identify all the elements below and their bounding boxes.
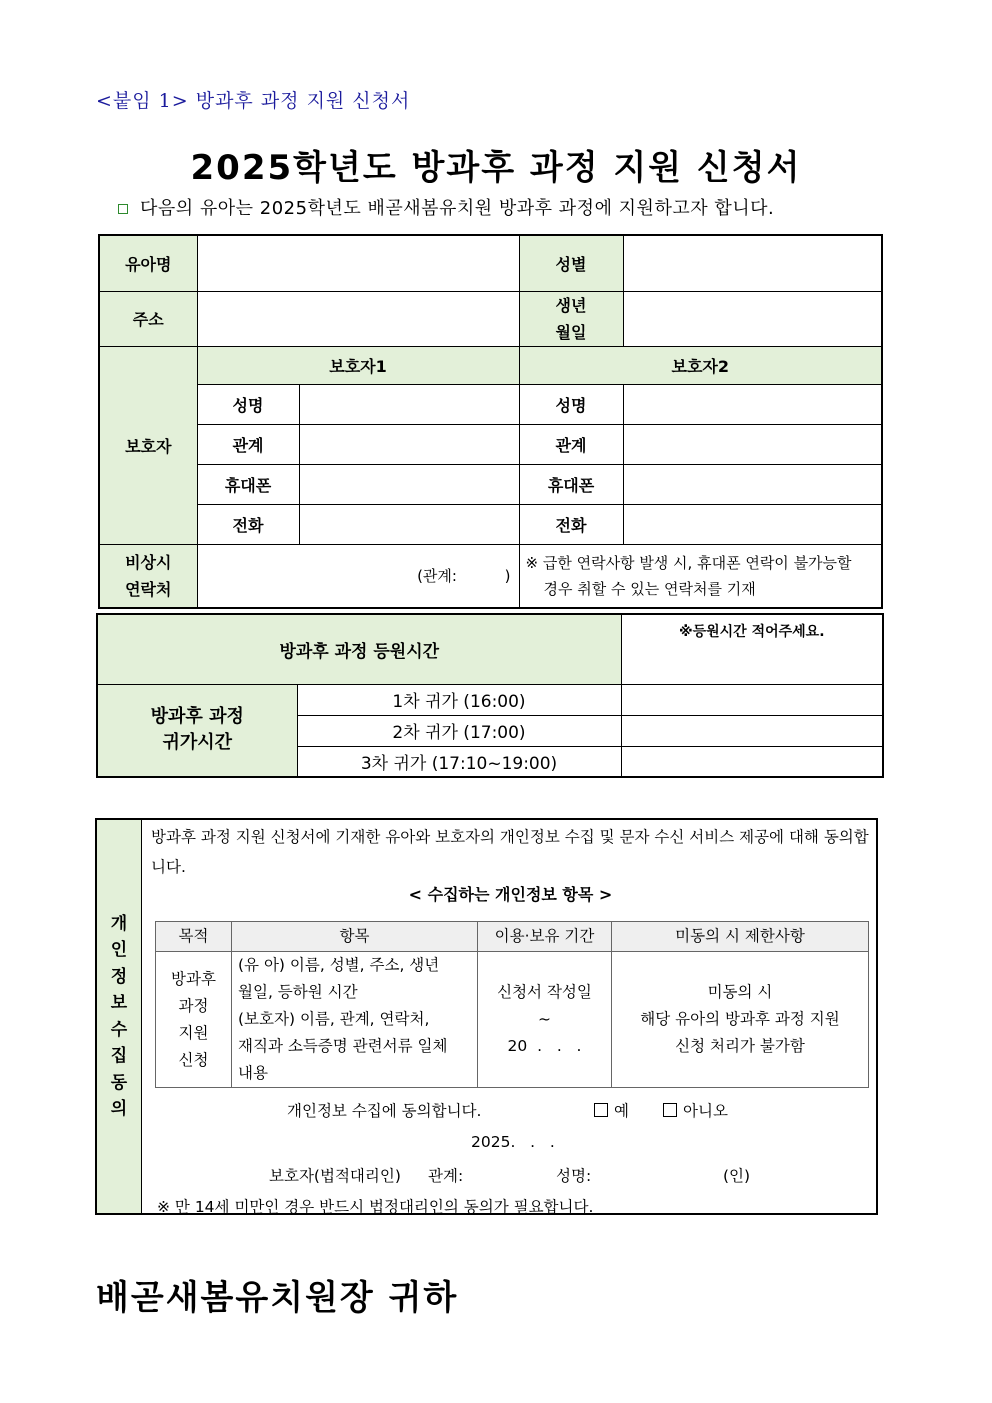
guardian1-header: 보호자1 xyxy=(197,346,519,384)
guardian1-name-label: 성명 xyxy=(197,384,299,424)
departure-slot-3: 3차 귀가 (17:10~19:00) xyxy=(297,746,621,777)
birth-label-line2: 월일 xyxy=(555,322,587,342)
emergency-note-line2: 경우 취할 수 있는 연락처를 기재 xyxy=(543,579,756,598)
restriction-line: 미동의 시 xyxy=(707,983,773,1001)
purpose-cell xyxy=(156,952,232,1088)
consent-footnote: ※ 만 14세 미만인 경우 반드시 법정대리인의 동의가 필요합니다. xyxy=(157,1198,594,1216)
consent-side-char: 보 xyxy=(110,993,128,1013)
emergency-label xyxy=(99,544,197,608)
departure-label-line1: 방과후 과정 xyxy=(150,706,244,728)
items-cell xyxy=(232,952,478,1088)
applicant-table xyxy=(98,234,883,609)
relation-sign-label: 관계: xyxy=(428,1167,464,1185)
gender-field[interactable] xyxy=(623,235,882,291)
guardian1-mobile-label: 휴대폰 xyxy=(197,464,299,504)
agree-text: 개인정보 수집에 동의합니다. xyxy=(287,1102,482,1120)
consent-side-char: 개 xyxy=(110,913,128,934)
guardian2-phone-label: 전화 xyxy=(519,504,623,544)
guardian2-relation-field[interactable] xyxy=(623,424,882,464)
period-cell xyxy=(478,952,612,1088)
period-header: 이용·보유 기간 xyxy=(478,922,612,952)
address-label: 주소 xyxy=(99,291,197,346)
guardian1-mobile-field[interactable] xyxy=(299,464,519,504)
period-line: 20 . . . xyxy=(507,1037,582,1055)
emergency-label-line1: 비상시 xyxy=(125,552,172,572)
birth-label xyxy=(519,291,623,346)
yes-checkbox[interactable] xyxy=(594,1103,608,1117)
agree-no-option[interactable] xyxy=(663,1099,728,1121)
period-line: ~ xyxy=(538,1010,551,1028)
guardian2-mobile-field[interactable] xyxy=(623,464,882,504)
arrival-time-note: ※등원시간 적어주세요. xyxy=(679,624,825,640)
guardian1-relation-label: 관계 xyxy=(197,424,299,464)
guardian2-relation-label: 관계 xyxy=(519,424,623,464)
consent-side-char: 수 xyxy=(110,1019,128,1040)
departure-slot-2: 2차 귀가 (17:00) xyxy=(297,715,621,746)
consent-side-label xyxy=(97,820,142,1213)
square-bullet-icon xyxy=(118,204,128,214)
emergency-note xyxy=(519,544,882,608)
addressee: 배곧새봄유치원장 귀하 xyxy=(96,1278,459,1318)
items-line: 내용 xyxy=(238,1064,268,1082)
child-name-field[interactable] xyxy=(197,235,519,291)
emergency-label-line2: 연락처 xyxy=(125,579,172,599)
agree-yes-label: 예 xyxy=(614,1102,629,1120)
restriction-cell xyxy=(612,952,869,1088)
gender-label: 성별 xyxy=(519,235,623,291)
name-sign-label: 성명: xyxy=(556,1167,592,1185)
agree-yes-option[interactable] xyxy=(594,1099,629,1121)
time-table xyxy=(96,613,884,778)
departure-slot-1: 1차 귀가 (16:00) xyxy=(297,684,621,715)
consent-side-char: 의 xyxy=(110,1099,128,1119)
guardian1-relation-field[interactable] xyxy=(299,424,519,464)
guardian-label: 보호자 xyxy=(99,346,197,544)
guardian2-header: 보호자2 xyxy=(519,346,882,384)
guardian2-phone-field[interactable] xyxy=(623,504,882,544)
no-checkbox[interactable] xyxy=(663,1103,677,1117)
purpose-line: 신청 xyxy=(178,1050,209,1069)
departure-label-line2: 귀가시간 xyxy=(162,732,233,754)
birth-label-line1: 생년 xyxy=(555,295,587,315)
consent-section xyxy=(95,818,878,1215)
items-line: (보호자) 이름, 관계, 연락처, xyxy=(238,1010,430,1028)
emergency-relation-text: (관계: ) xyxy=(417,567,511,586)
arrival-time-label: 방과후 과정 등원시간 xyxy=(97,614,621,684)
items-header: 항목 xyxy=(232,922,478,952)
child-name-label: 유아명 xyxy=(99,235,197,291)
agree-no-label: 아니오 xyxy=(683,1102,728,1120)
emergency-contact-field[interactable] xyxy=(197,544,519,608)
purpose-line: 방과후 xyxy=(171,969,216,988)
purpose-header: 목적 xyxy=(156,922,232,952)
departure-slot-2-field[interactable] xyxy=(621,715,883,746)
items-line: 재직과 소득증명 관련서류 일체 xyxy=(238,1037,448,1055)
intro-text: 다음의 유아는 2025학년도 배곧새봄유치원 방과후 과정에 지원하고자 합니다. xyxy=(140,198,775,219)
departure-slot-3-field[interactable] xyxy=(621,746,883,777)
attachment-label: <붙임 1> 방과후 과정 지원 신청서 xyxy=(96,90,411,112)
consent-side-char: 인 xyxy=(110,940,128,960)
guardian2-name-field[interactable] xyxy=(623,384,882,424)
address-field[interactable] xyxy=(197,291,519,346)
guardian2-mobile-label: 휴대폰 xyxy=(519,464,623,504)
purpose-line: 과정 xyxy=(178,996,209,1015)
restriction-line: 신청 처리가 불가함 xyxy=(675,1037,805,1055)
consent-subtitle: < 수집하는 개인정보 항목 > xyxy=(408,885,613,904)
restriction-line: 해당 유아의 방과후 과정 지원 xyxy=(640,1010,840,1028)
arrival-time-field[interactable] xyxy=(621,614,883,684)
guardian1-phone-label: 전화 xyxy=(197,504,299,544)
seal-mark: (인) xyxy=(723,1167,751,1185)
departure-time-label xyxy=(97,684,297,777)
departure-slot-1-field[interactable] xyxy=(621,684,883,715)
purpose-line: 지원 xyxy=(178,1023,209,1042)
guardian1-phone-field[interactable] xyxy=(299,504,519,544)
guardian2-name-label: 성명 xyxy=(519,384,623,424)
consent-side-char: 정 xyxy=(110,966,128,987)
document-title: 2025학년도 방과후 과정 지원 신청서 xyxy=(190,148,802,188)
items-line: 월일, 등하원 시간 xyxy=(238,983,358,1001)
sign-date[interactable]: 2025. . . xyxy=(471,1133,555,1151)
consent-side-char: 동 xyxy=(110,1072,128,1093)
consent-side-char: 집 xyxy=(110,1046,128,1066)
guardian1-name-field[interactable] xyxy=(299,384,519,424)
period-line: 신청서 작성일 xyxy=(497,983,592,1001)
intro-line xyxy=(118,194,774,220)
items-line: (유 아) 이름, 성별, 주소, 생년 xyxy=(238,956,440,974)
consent-description: 방과후 과정 지원 신청서에 기재한 유아와 보호자의 개인정보 수집 및 문자 수신 서비스 제공에 대해 동의합니다. xyxy=(151,828,869,876)
restriction-header: 미동의 시 제한사항 xyxy=(612,922,869,952)
guardian-sign-label: 보호자(법적대리인) xyxy=(269,1167,401,1185)
birth-field[interactable] xyxy=(623,291,882,346)
personal-info-table xyxy=(155,921,869,1088)
emergency-note-line1: ※ 급한 연락사항 발생 시, 휴대폰 연락이 불가능할 xyxy=(525,553,852,572)
